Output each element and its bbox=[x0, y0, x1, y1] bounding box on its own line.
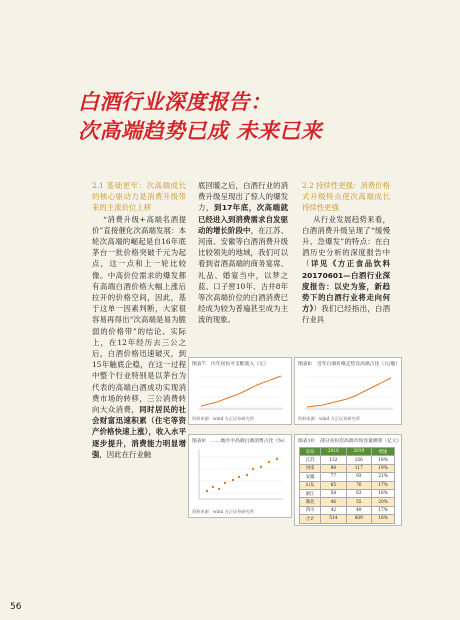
data-point bbox=[218, 488, 220, 490]
paragraph-bold-text: 同时居民的社会财富迅速积累（住宅等资产价格快速上涨），收入水平逐步提升，消费能力明显增强 bbox=[92, 405, 186, 459]
table-row bbox=[300, 506, 395, 514]
figure-caption: 图表10： 部分省份次高端市场容量测算（亿元） bbox=[298, 439, 402, 444]
table-cell: 湖北 bbox=[300, 498, 321, 506]
text-column-1 bbox=[92, 180, 186, 460]
table-cell: 安徽 bbox=[300, 473, 321, 481]
table-cell: 河南 bbox=[300, 464, 321, 472]
figure-income-chart bbox=[188, 357, 292, 425]
table-cell: 98 bbox=[321, 464, 346, 472]
paragraph-text: ，在江苏、河南、安徽等白酒消费升级比较领先的地域，我们可以看到省酒高端的商务宴席、礼品、婚宴当中，以梦之蓝、口子窖10年、古井8年等次高端价位的白酒消费已经成为较为普遍甚至成为主流的现象。 bbox=[198, 225, 288, 325]
table-cell: 合计 bbox=[300, 515, 321, 523]
data-point bbox=[246, 474, 248, 476]
scatter-chart bbox=[195, 447, 285, 505]
table-cell: 65 bbox=[321, 481, 346, 489]
figure-source: 资料来源：wind 方正证券研究所 bbox=[192, 509, 254, 514]
table-row bbox=[300, 456, 395, 464]
figure-data-table bbox=[294, 434, 402, 526]
data-point bbox=[224, 482, 226, 484]
paragraph-bold-text: 到17年底，次高端就已经进入到消费需求自发驱动的增长阶段中 bbox=[198, 203, 288, 235]
table-row bbox=[300, 464, 395, 472]
figure-scatter-chart bbox=[188, 434, 292, 518]
data-point bbox=[232, 479, 234, 481]
table-cell: 156 bbox=[346, 456, 371, 464]
data-point bbox=[268, 461, 270, 463]
article-title bbox=[78, 88, 398, 146]
line-chart bbox=[301, 369, 395, 414]
figure-source: 资料来源：wind 方正证券研究所 bbox=[192, 416, 254, 421]
text-column-2 bbox=[198, 180, 288, 326]
table-cell: 132 bbox=[321, 456, 346, 464]
table-cell: 55 bbox=[346, 498, 371, 506]
table-cell: 21% bbox=[372, 473, 395, 481]
series-line bbox=[201, 376, 281, 406]
table-row bbox=[300, 498, 395, 506]
table-cell: 77 bbox=[321, 473, 346, 481]
table-cell: 514 bbox=[321, 515, 346, 523]
data-point bbox=[238, 476, 240, 478]
section-heading-2-1: 2.1 基础更牢：次高端成长的核心驱动力是消费升级带来的主流价位上移 bbox=[92, 181, 186, 213]
page-number: 56 bbox=[10, 602, 22, 612]
table-row bbox=[300, 481, 395, 489]
table-cell: 16% bbox=[372, 489, 395, 497]
data-point bbox=[206, 490, 208, 492]
table-cell: 17% bbox=[372, 481, 395, 489]
paragraph bbox=[302, 214, 390, 326]
table-cell: 609 bbox=[346, 515, 371, 523]
paragraph bbox=[92, 214, 186, 460]
line-chart bbox=[195, 369, 285, 414]
table-cell: 49 bbox=[346, 506, 371, 514]
paragraph bbox=[198, 180, 288, 326]
table-header-cell: 省份 bbox=[300, 448, 321, 456]
paragraph-text: “消费升级+高端名酒提价”直接催化次高端发展：本轮次高端的崛起是自16年底茅台一批价格突破千元为起点，这一点和上一轮比较像。中高价位需求的爆发都有高端白酒价格大幅上涨后拉开的价格空间，因此，基于这单一因素判断，大家很容易再得出“次高端是易为脆弱的价格带”的结论。实际上，在12年经历去三公之后，白酒价格迅速破灭，到15年触底企稳，在这一过程中整个行业特别是以茅台为代表的高端白酒成功实现消费市场的转移，三公消费转向大众消费， bbox=[92, 214, 186, 415]
figure-source: 资料来源：wind 方正证券研究所 bbox=[298, 416, 360, 421]
figure-price-chart bbox=[294, 357, 402, 425]
table-row bbox=[300, 489, 395, 497]
table-cell: 46 bbox=[321, 498, 346, 506]
paragraph-text: ，因此在行业触 bbox=[99, 449, 152, 459]
section-heading-2-2: 2.2 持续性更强：消费价格式升级特点使次高端成长持续性更强 bbox=[302, 181, 391, 213]
data-point bbox=[252, 468, 254, 470]
table-header-cell: 2018 bbox=[321, 448, 346, 456]
data-point bbox=[276, 458, 278, 460]
table-cell: 18% bbox=[372, 515, 395, 523]
figure-caption: 图表9： ……地区中高端白酒消费占比（%） bbox=[192, 439, 288, 444]
table-cell: 20% bbox=[372, 498, 395, 506]
series-line bbox=[307, 378, 391, 407]
paragraph-text: 从行业发展趋势来看，白酒消费升级呈现了“缓慢升、急爆发”的特点：在白酒历史分析的深度报告中（ bbox=[302, 214, 390, 269]
table-cell: 浙江 bbox=[300, 489, 321, 497]
paragraph-text: ）我们已经指出，白酒行业具 bbox=[302, 304, 390, 325]
table-cell: 19% bbox=[372, 464, 395, 472]
title-line-1: 白酒行业深度报告： bbox=[78, 90, 272, 114]
figure-caption: 图表7： 历年居民可支配收入（元） bbox=[192, 362, 269, 367]
table-cell: 18% bbox=[372, 456, 395, 464]
paragraph-bold-text: 详见《方正食品饮料20170601—白酒行业深度报告：以史为鉴，新趋势下的白酒行业将走向何方》 bbox=[302, 259, 390, 314]
paragraph-text: 底回暖之后，白酒行业的消费升级呈现出了惊人的爆发力， bbox=[198, 181, 288, 213]
data-point bbox=[212, 486, 214, 488]
table-cell: 76 bbox=[346, 481, 371, 489]
table-cell: 17% bbox=[372, 506, 395, 514]
table-cell: 63 bbox=[346, 489, 371, 497]
text-column-3 bbox=[302, 180, 390, 326]
data-table bbox=[299, 447, 395, 524]
table-cell: 117 bbox=[346, 464, 371, 472]
table-row bbox=[300, 473, 395, 481]
table-cell: 93 bbox=[346, 473, 371, 481]
title-line-2: 次高端趋势已成 未来已来 bbox=[78, 119, 323, 143]
table-cell: 42 bbox=[321, 506, 346, 514]
table-cell: 山东 bbox=[300, 481, 321, 489]
figure-caption: 图表8： 近年白酒价格走势及高端占比（元/瓶） bbox=[298, 362, 401, 367]
table-header-cell: 2019 bbox=[346, 448, 371, 456]
table-header-cell: 增速 bbox=[372, 448, 395, 456]
table-cell: 江苏 bbox=[300, 456, 321, 464]
data-point bbox=[260, 466, 262, 468]
table-cell: 四川 bbox=[300, 506, 321, 514]
table-row bbox=[300, 515, 395, 523]
table-header-row bbox=[300, 448, 395, 456]
table-cell: 54 bbox=[321, 489, 346, 497]
